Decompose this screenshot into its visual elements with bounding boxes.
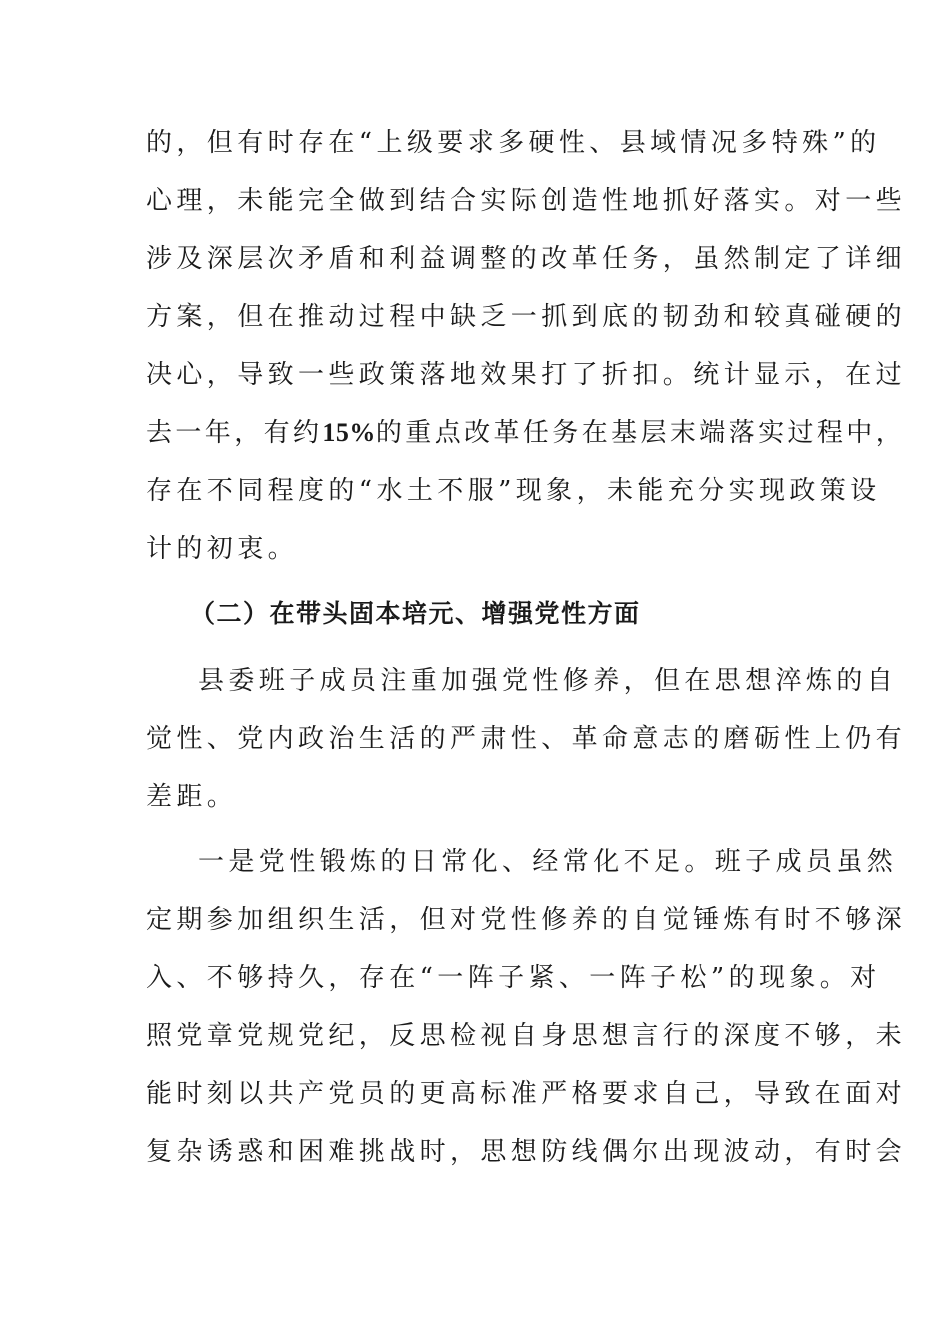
- paragraph3-line-5: 能时刻以共产党员的更高标准严格要求自己，导致在面对: [146, 1079, 907, 1109]
- paragraph3-line-4: 照党章党规党纪，反思检视自身思想言行的深度不够，未: [146, 1021, 907, 1051]
- paragraph2-line-1: 县委班子成员注重加强党性修养，但在思想淬炼的自: [198, 666, 898, 696]
- paragraph1-line-8: 计的初衷。: [146, 534, 299, 564]
- line6-text-a: 去一年，有约: [146, 418, 323, 448]
- paragraph2-line-3: 差距。: [146, 782, 238, 812]
- percentage-value: 15%: [322, 418, 376, 447]
- paragraph1-line-1: 的，但有时存在“上级要求多硬性、县域情况多特殊”的: [146, 128, 881, 158]
- paragraph3-line-2: 定期参加组织生活，但对党性修养的自觉锤炼有时不够深: [146, 905, 907, 935]
- paragraph3-line-6: 复杂诱惑和困难挑战时，思想防线偶尔出现波动，有时会: [146, 1137, 907, 1167]
- paragraph1-line-2: 心理，未能完全做到结合实际创造性地抓好落实。对一些: [146, 186, 907, 216]
- paragraph1-line-3: 涉及深层次矛盾和利益调整的改革任务，虽然制定了详细: [146, 244, 907, 274]
- section-heading: （二）在带头固本培元、增强党性方面: [190, 599, 641, 628]
- paragraph1-line-6: [146, 420, 905, 446]
- paragraph3-line-1: 一是党性锻炼的日常化、经常化不足。班子成员虽然: [198, 847, 898, 877]
- line6-text-b: 的重点改革任务在基层末端落实过程中，: [375, 418, 906, 448]
- paragraph1-line-7: 存在不同程度的“水土不服”现象，未能充分实现政策设: [146, 476, 881, 506]
- paragraph3-line-3: 入、不够持久，存在“一阵子紧、一阵子松”的现象。对: [146, 963, 881, 993]
- paragraph2-line-2: 觉性、党内政治生活的严肃性、革命意志的磨砺性上仍有: [146, 724, 907, 754]
- paragraph1-line-4: 方案，但在推动过程中缺乏一抓到底的韧劲和较真碰硬的: [146, 302, 907, 332]
- paragraph1-line-5: 决心，导致一些政策落地效果打了折扣。统计显示，在过: [146, 360, 907, 390]
